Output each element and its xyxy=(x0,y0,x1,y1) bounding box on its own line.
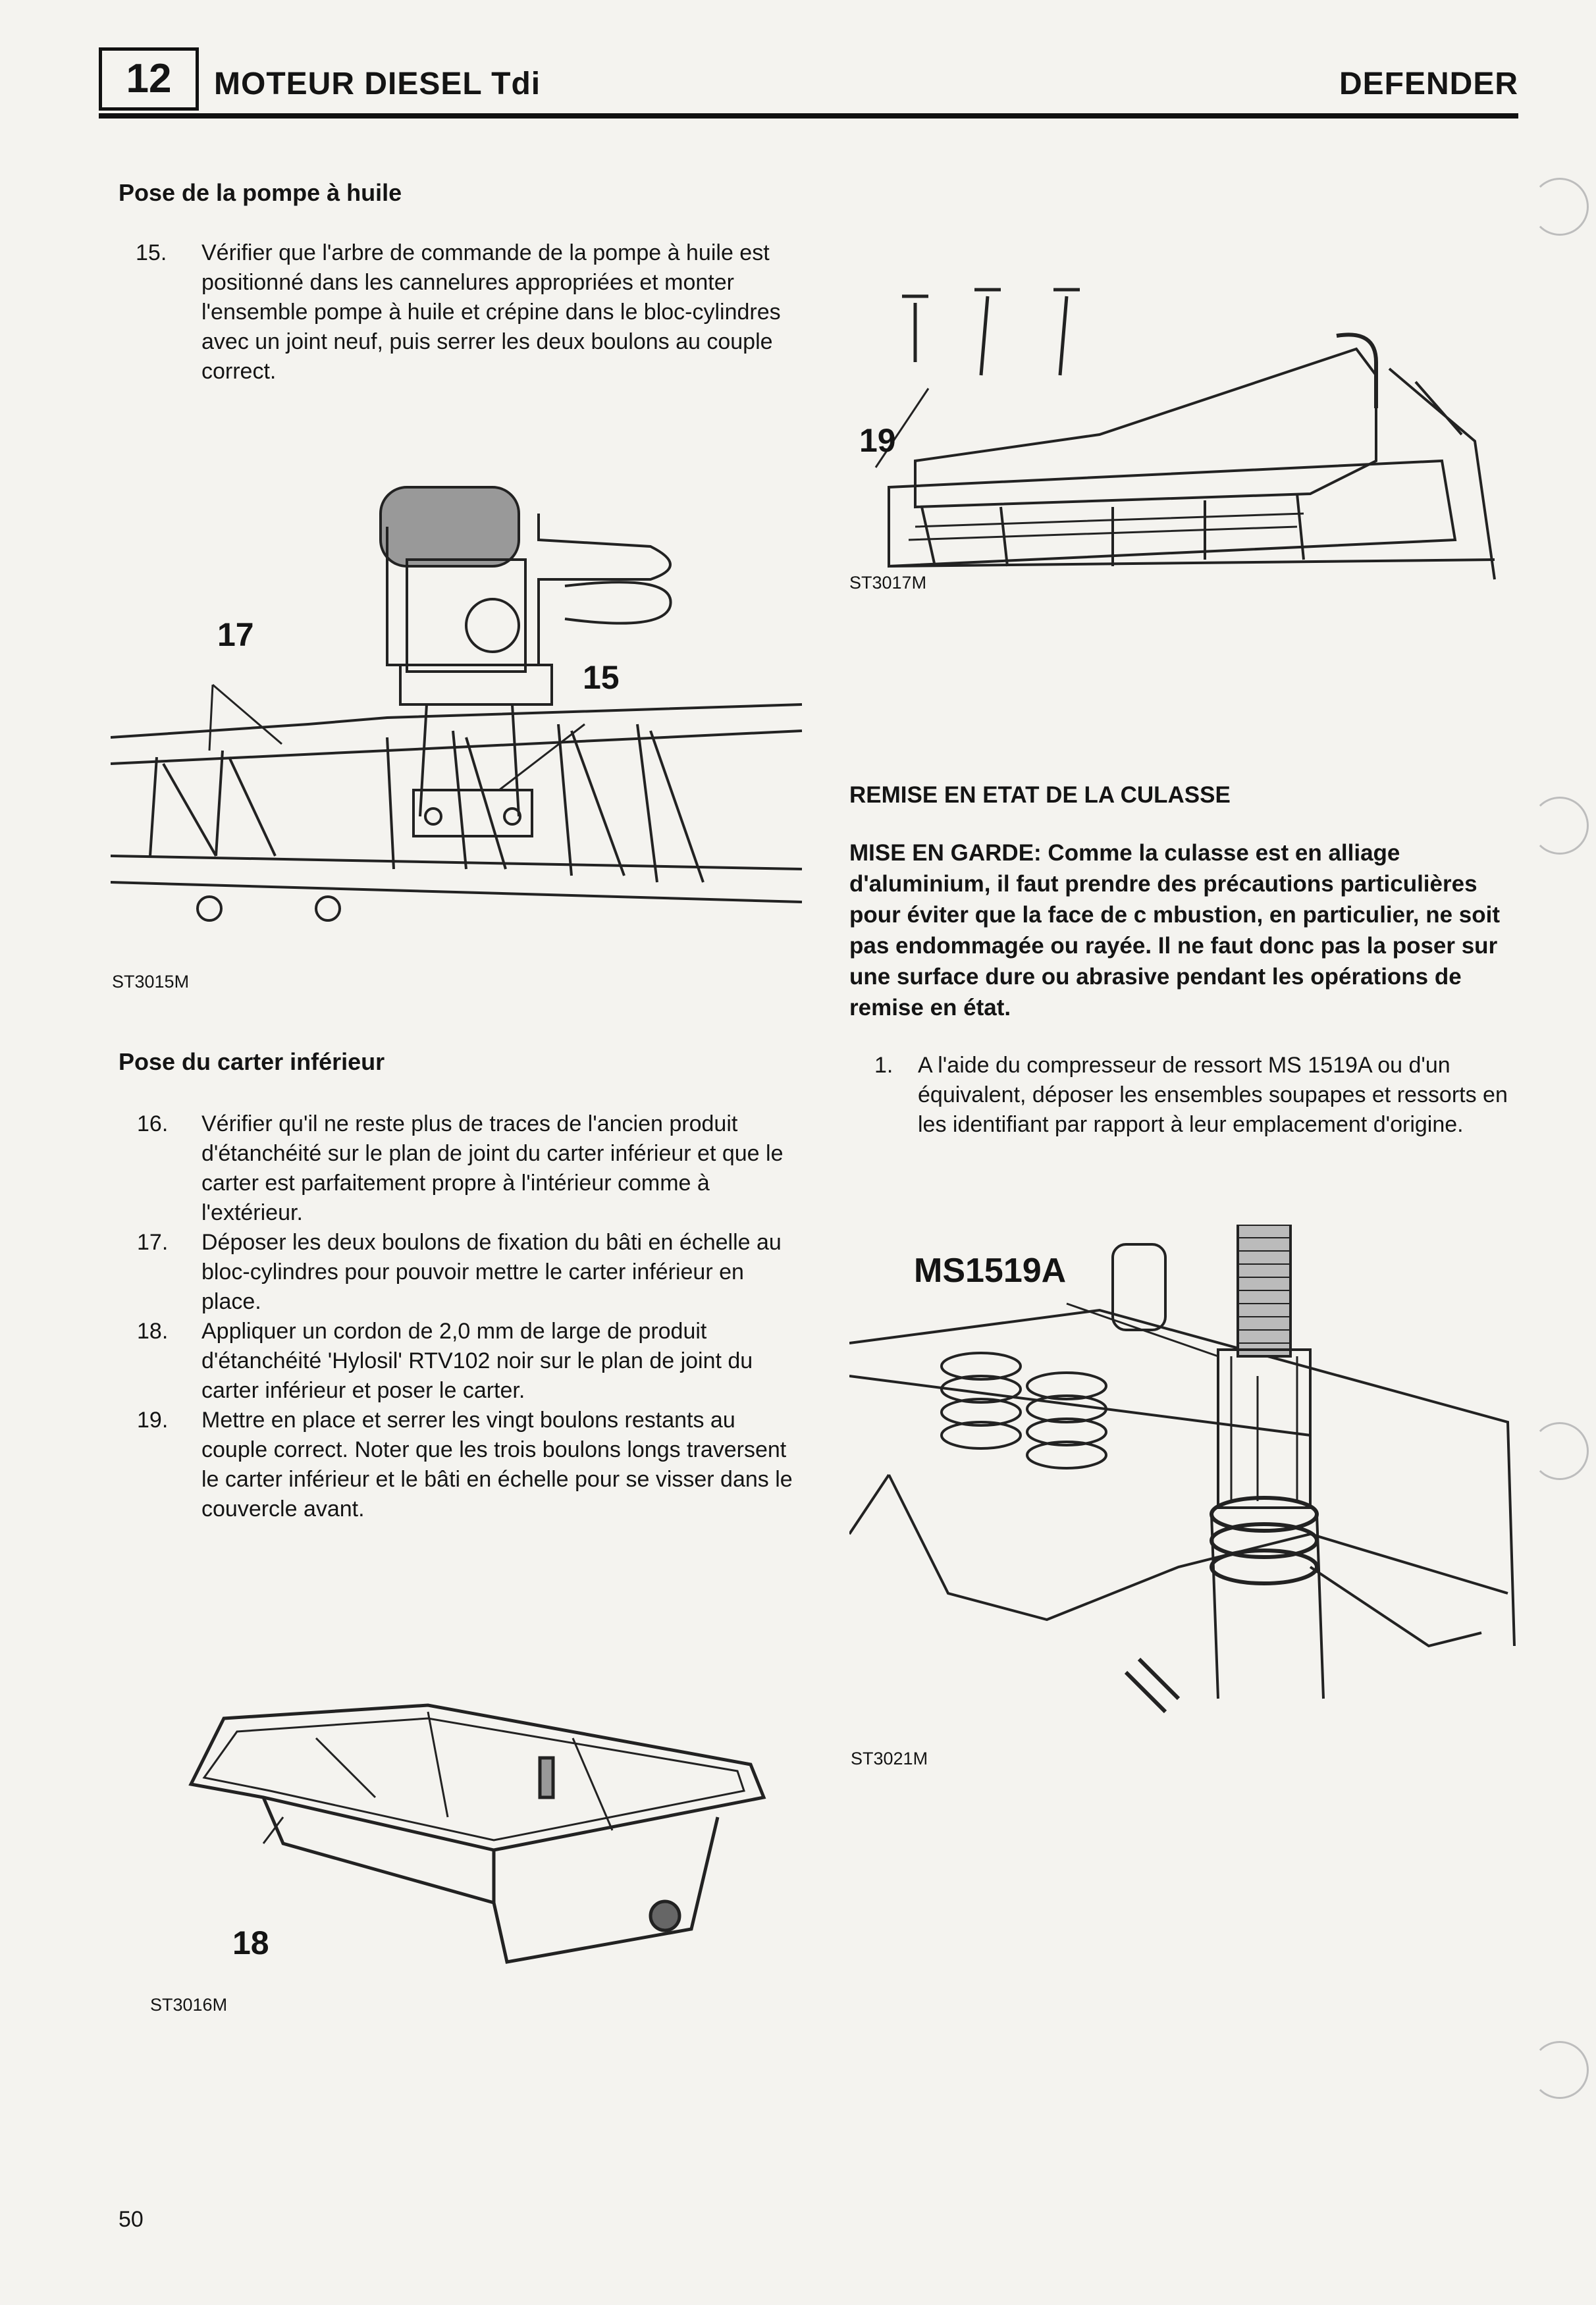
step-text: Déposer les deux boulons de fixation du bâti en échelle au bloc-cylindres pour pouvoir mettre le carter inférieur en place. xyxy=(201,1230,782,1314)
list-item xyxy=(119,238,797,386)
step-number: 15. xyxy=(136,240,167,265)
header-rule xyxy=(99,113,1518,119)
figure-code-st3015m: ST3015M xyxy=(112,972,190,992)
callout-ms1519a: MS1519A xyxy=(914,1252,1067,1290)
steps-16-19 xyxy=(119,1109,797,1524)
step-text: A l'aide du compresseur de ressort MS 1519A ou d'un équivalent, déposer les ensembles soupapes et ressorts en les identifiant par rapport à leur emplacement d'origine. xyxy=(918,1053,1508,1137)
page-number: 50 xyxy=(119,2207,144,2232)
step-text: Mettre en place et serrer les vingt boulons restants au couple correct. Noter que les trois boulons longs traversent le carter inférieur et le bâti en échelle pour se visser dans le couvercle avant. xyxy=(201,1408,793,1522)
figure-code-st3021m: ST3021M xyxy=(851,1749,928,1768)
binder-hole xyxy=(1531,2041,1589,2099)
spring-compressor-illustration xyxy=(849,1225,1521,1764)
step-number: 17. xyxy=(137,1230,169,1255)
callout-18: 18 xyxy=(232,1924,269,1961)
callout-15: 15 xyxy=(583,659,620,696)
callout-19: 19 xyxy=(859,422,896,459)
callout-17: 17 xyxy=(217,616,254,653)
brand-title: DEFENDER xyxy=(1339,66,1518,101)
list-item xyxy=(849,1051,1514,1140)
step-text: Vérifier que l'arbre de commande de la pompe à huile est positionné dans les cannelures appropriées et monter l'ensemble pompe à huile et crépine dans le bloc-cylindres avec un joint neuf, puis serrer les deux boulons au couple correct. xyxy=(201,240,781,384)
section-title-oil-sump: Pose du carter inférieur xyxy=(119,1048,385,1075)
figure-code-st3017m: ST3017M xyxy=(849,573,927,593)
list-item xyxy=(119,1406,797,1524)
figure-code-st3016m: ST3016M xyxy=(150,1995,228,2015)
list-item xyxy=(119,1317,797,1406)
figure-spring-compressor xyxy=(849,1225,1521,1764)
step-number: 18. xyxy=(137,1319,169,1344)
figure-sump-bolts xyxy=(849,277,1514,593)
section-title-cylinder-head: REMISE EN ETAT DE LA CULASSE xyxy=(849,782,1231,808)
warning-text: MISE EN GARDE: Comme la culasse est en alliage d'aluminium, il faut prendre des précautions particulières pour éviter que la face de c mbustion, en particulier, ne soit pas endommagée ou rayée. Il ne faut donc pas la poser sur une surface dure ou abrasive pendant les opérations de remise en état. xyxy=(849,840,1501,1020)
oil-pump-illustration xyxy=(111,448,806,988)
binder-hole xyxy=(1531,178,1589,236)
step-1 xyxy=(849,1051,1514,1140)
binder-hole xyxy=(1531,797,1589,855)
binder-hole xyxy=(1531,1422,1589,1480)
step-text: Vérifier qu'il ne reste plus de traces de l'ancien produit d'étanchéité sur le plan de joint du carter inférieur et que le carter est parfaitement propre à l'intérieur comme à l'extérieur. xyxy=(201,1111,784,1225)
step-number: 16. xyxy=(137,1111,169,1136)
step-15 xyxy=(119,238,797,386)
sump-bolts-illustration xyxy=(849,277,1514,593)
step-text: Appliquer un cordon de 2,0 mm de large de produit d'étanchéité 'Hylosil' RTV102 noir sur le plan de joint du carter inférieur et poser le carter. xyxy=(201,1319,753,1403)
step-number: 19. xyxy=(137,1408,169,1433)
list-item xyxy=(119,1228,797,1317)
section-title-oil-pump: Pose de la pompe à huile xyxy=(119,179,402,206)
chapter-number-box: 12 xyxy=(99,47,199,111)
figure-oil-pump xyxy=(111,448,806,988)
chapter-title: MOTEUR DIESEL Tdi xyxy=(214,66,541,101)
list-item xyxy=(119,1109,797,1228)
step-number: 1. xyxy=(874,1053,893,1078)
